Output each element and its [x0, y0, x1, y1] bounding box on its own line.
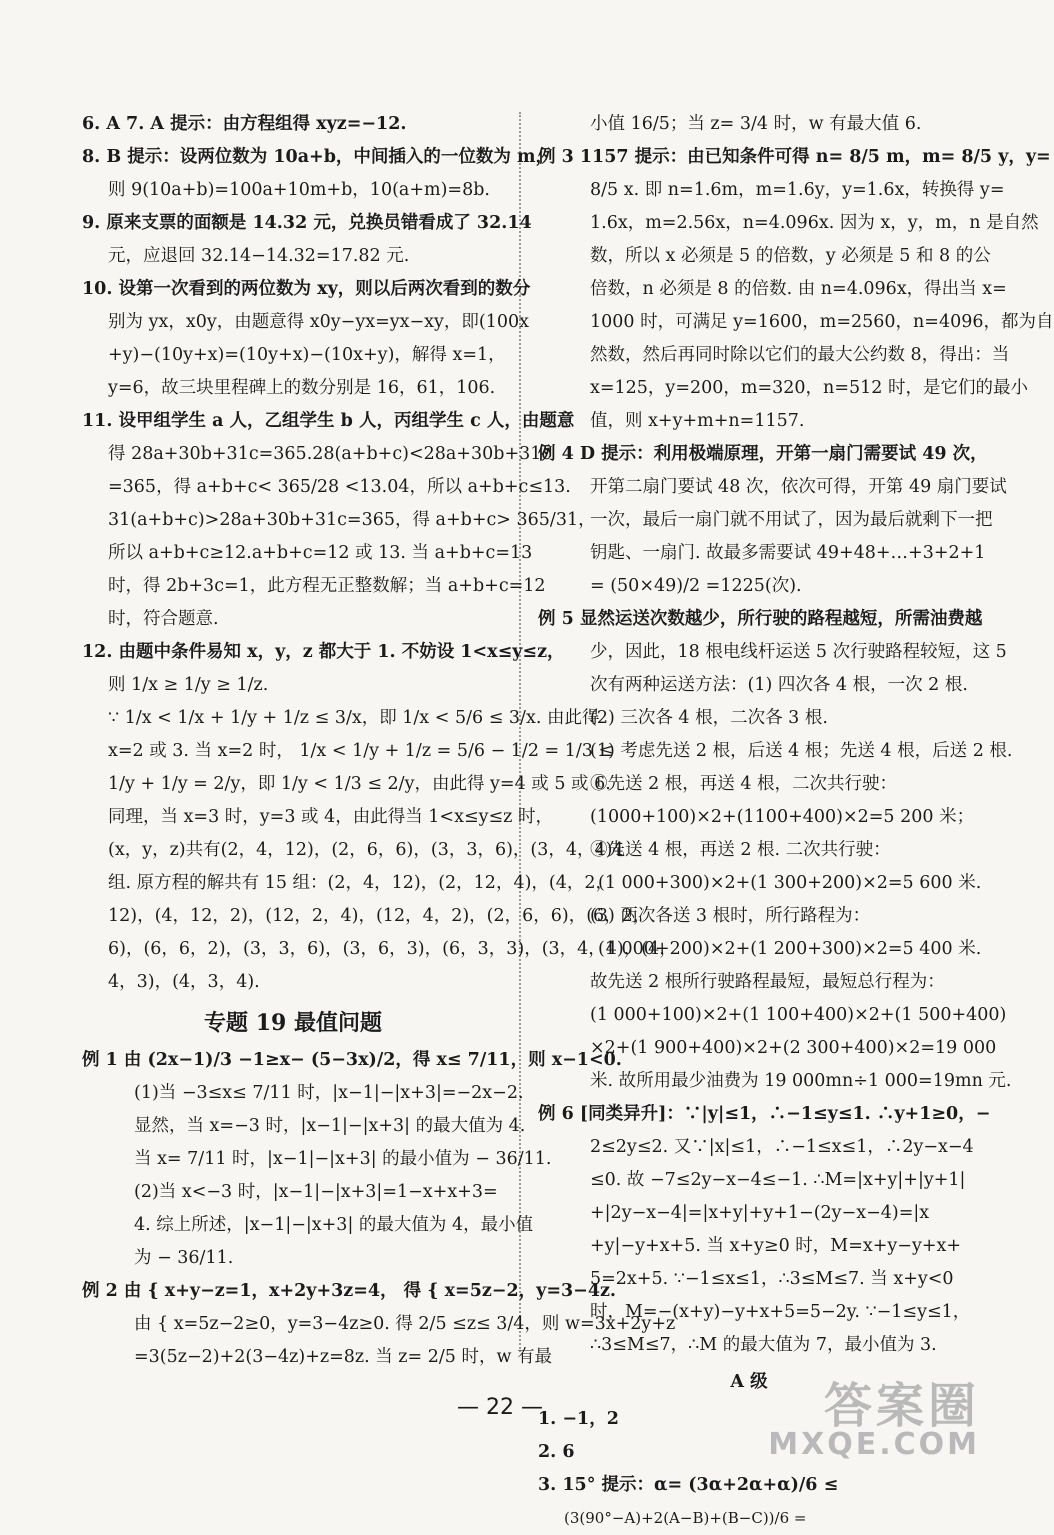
example-6: 例 6 [同类异升]：∵|y|≤1，∴−1≤y≤1. ∴y+1≥0，− — [538, 1104, 991, 1124]
answer-12-cont-1: 则 1/x ≥ 1/y ≥ 1/z. — [108, 675, 269, 695]
answer-12-cont-3: x=2 或 3. 当 x=2 时， 1/x < 1/y + 1/z = 5/6 − 1/2 = 1/3 ≤ — [108, 741, 614, 761]
answer-12-cont-2: ∵ 1/x < 1/x + 1/y + 1/z ≤ 3/x，即 1/x < 5/6 ≤ 3/x. 由此得 — [108, 708, 600, 728]
level-a-answer-2: 2. 6 — [538, 1442, 575, 1462]
answer-10-cont-3: y=6，故三块里程碑上的数分别是 16，61，106. — [108, 378, 496, 398]
example-3-cont-8: 值，则 x+y+m+n=1157. — [590, 411, 805, 431]
example-5-cont-3: (2) 三次各 4 根，二次各 3 根. — [590, 708, 828, 728]
example-3-cont-7: x=125，y=200，m=320，n=512 时，是它们的最小 — [590, 378, 1028, 398]
right-column — [538, 108, 1054, 1535]
example-3-cont-3: 数，所以 x 必须是 5 的倍数，y 必须是 5 和 8 的公 — [590, 246, 991, 266]
level-a-answer-1: 1. −1，2 — [538, 1409, 619, 1429]
answer-12-cont-5: 同理，当 x=3 时，y=3 或 4，由此得当 1<x≤y≤z 时， — [108, 807, 553, 827]
example-3-cont-2: 1.6x，m=2.56x，n=4.096x. 因为 x，y，m，n 是自然 — [590, 213, 1039, 233]
example-5-cont-11: 故先送 2 根所行驶路程最短，最短总行程为： — [590, 972, 945, 992]
left-column — [82, 108, 677, 1374]
answer-11-cont-6: 时，符合题意. — [108, 609, 219, 629]
example-4-cont-3: 钥匙、一扇门. 故最多需要试 49+48+…+3+2+1 — [590, 543, 986, 563]
example-2-cont-3: 小值 16/5；当 z= 3/4 时，w 有最大值 6. — [590, 114, 922, 134]
example-3: 例 3 1157 提示：由已知条件可得 n= 8/5 m，m= 8/5 y，y= — [538, 147, 1051, 167]
section-title: 专题 19 最值问题 — [204, 1010, 382, 1036]
example-5-cont-4: (1) 考虑先送 2 根，后送 4 根；先送 4 根，后送 2 根. — [590, 741, 1013, 761]
example-5-cont-6: (1000+100)×2+(1100+400)×2=5 200 米； — [590, 807, 975, 827]
example-3-cont-1: 8/5 x. 即 n=1.6m，m=1.6y，y=1.6x，转换得 y= — [590, 180, 1005, 200]
example-5-cont-12: (1 000+100)×2+(1 100+400)×2+(1 500+400) — [590, 1005, 1007, 1025]
example-6-cont-4: +y|−y+x+5. 当 x+y≥0 时，M=x+y−y+x+ — [590, 1236, 962, 1256]
level-a-answer-3: 3. 15° 提示：α= (3α+2α+α)/6 ≤ — [538, 1475, 839, 1495]
answer-10: 10. 设第一次看到的两位数为 xy，则以后两次看到的数分 — [82, 279, 531, 299]
example-6-cont-3: +|2y−x−4|=|x+y|+y+1−(2y−x−4)=|x — [590, 1203, 930, 1223]
example-5-cont-9: (3) 两次各送 3 根时，所行路程为： — [590, 906, 871, 926]
example-4: 例 4 D 提示：利用极端原理，开第一扇门需要试 49 次， — [538, 444, 988, 464]
example-4-cont-2: 一次，最后一扇门就不用试了，因为最后就剩下一把 — [590, 510, 993, 530]
example-6-cont-7: ∴3≤M≤7，∴M 的最大值为 7，最小值为 3. — [590, 1335, 937, 1355]
answer-12-cont-9: 6)，(6，6，2)，(3，3，6)，(3，6，3)，(6，3，3)，(3，4，4)，(4， — [108, 939, 677, 959]
example-6-cont-2: ≤0. 故 −7≤2y−x−4≤−1. ∴M=|x+y|+|y+1| — [590, 1170, 966, 1190]
answer-12-cont-6: (x，y，z)共有(2，4，12)，(2，6，6)，(3，3，6)，(3，4，4)4 — [108, 840, 624, 860]
example-5: 例 5 显然运送次数越少，所行驶的路程越短，所需油费越 — [538, 609, 983, 629]
example-5-cont-5: ①先送 2 根，再送 4 根，二次共行驶： — [590, 774, 898, 794]
example-1: 例 1 由 (2x−1)/3 −1≥x− (5−3x)/2，得 x≤ 7/11，则 x−1<0. — [82, 1050, 622, 1070]
level-a-title: A 级 — [730, 1372, 768, 1392]
example-2-cont-1: 由 { x=5z−2≥0，y=3−4z≥0. 得 2/5 ≤z≤ 3/4，则 w=3x+2y+z — [134, 1314, 676, 1334]
example-5-cont-10: (1 000+200)×2+(1 200+300)×2=5 400 米. — [598, 939, 982, 959]
example-1-cont-3: 4. 综上所述，|x−1|−|x+3| 的最大值为 4，最小值 — [134, 1215, 534, 1235]
example-3-cont-5: 1000 时，可满足 y=1600，m=2560，n=4096，都为自 — [590, 312, 1054, 332]
example-5-cont-2: 次有两种运送方法：(1) 四次各 4 根，一次 2 根. — [590, 675, 968, 695]
answer-9: 9. 原来支票的面额是 14.32 元，兑换员错看成了 32.14 — [82, 213, 532, 233]
example-5-cont-7: ②先送 4 根，再送 2 根. 二次共行驶： — [590, 840, 891, 860]
watermark-url: MXQE.COM — [768, 1427, 980, 1462]
example-5-cont-1: 少，因此，18 根电线杆运送 5 次行驶路程较短，这 5 — [590, 642, 1007, 662]
answer-9-cont: 元，应退回 32.14−14.32=17.82 元. — [108, 246, 410, 266]
answer-10-cont-1: 别为 yx，x0y，由题意得 x0y−yx=yx−xy，即(100x — [108, 312, 530, 332]
answer-6-7: 6. A 7. A 提示：由方程组得 xyz=−12. — [82, 114, 407, 134]
example-1-cont-1: 显然，当 x=−3 时，|x−1|−|x+3| 的最大值为 4. — [134, 1116, 526, 1136]
example-3-cont-6: 然数，然后再同时除以它们的最大公约数 8，得出：当 — [590, 345, 1010, 365]
example-6-cont-5: 5=2x+5. ∵−1≤x≤1，∴3≤M≤7. 当 x+y<0 — [590, 1269, 954, 1289]
example-1-cont-2: 当 x= 7/11 时，|x−1|−|x+3| 的最小值为 − 36/11. — [134, 1149, 552, 1169]
answer-12-cont-4: 1/y + 1/y = 2/y，即 1/y < 1/3 ≤ 2/y，由此得 y=4 或 5 或 6. — [108, 774, 611, 794]
answer-11-cont-5: 时，得 2b+3c=1，此方程无正整数解；当 a+b+c=12 — [108, 576, 546, 596]
example-3-cont-4: 倍数，n 必须是 8 的倍数. 由 n=4.096x，得出当 x= — [590, 279, 1007, 299]
answer-8: 8. B 提示：设两位数为 10a+b，中间插入的一位数为 m， — [82, 147, 554, 167]
example-4-cont-4: = (50×49)/2 =1225(次). — [590, 576, 802, 596]
answer-12: 12. 由题中条件易知 x，y，z 都大于 1. 不妨设 1<x≤y≤z， — [82, 642, 565, 662]
answer-11-cont-4: 所以 a+b+c≥12.a+b+c=12 或 13. 当 a+b+c=13 — [108, 543, 533, 563]
answer-12-cont-10: 4，3)，(4，3，4). — [108, 972, 260, 992]
page-number: — 22 — — [457, 1395, 543, 1420]
answer-11-cont-2: =365，得 a+b+c< 365/28 <13.04，所以 a+b+c≤13. — [108, 477, 571, 497]
answer-11-cont-1: 得 28a+30b+31c=365.28(a+b+c)<28a+30b+31c — [108, 444, 552, 464]
watermark-logo-text: 答案圈 — [823, 1378, 980, 1434]
answer-10-cont-2: +y)−(10y+x)=(10y+x)−(10x+y)，解得 x=1， — [108, 345, 506, 365]
answer-11-cont-3: 31(a+b+c)>28a+30b+31c=365，得 a+b+c> 365/31， — [108, 510, 596, 530]
answer-12-cont-7: 组. 原方程的解共有 15 组：(2，4，12)，(2，12，4)，(4，2， — [108, 873, 613, 893]
answer-12-cont-8: 12)，(4，12，2)，(12，2，4)，(12，4，2)，(2，6，6)，(6，2， — [108, 906, 651, 926]
example-4-cont-1: 开第二扇门要试 48 次，依次可得，开第 49 扇门要试 — [590, 477, 1007, 497]
example-1-part-2: (2)当 x<−3 时，|x−1|−|x+3|=1−x+x+3= — [134, 1182, 498, 1202]
level-a-answer-3-cont: (3(90°−A)+2(A−B)+(B−C))/6 = — [564, 1509, 807, 1527]
example-6-cont-1: 2≤2y≤2. 又∵|x|≤1，∴−1≤x≤1，∴2y−x−4 — [590, 1137, 974, 1157]
example-2-cont-2: =3(5z−2)+2(3−4z)+z=8z. 当 z= 2/5 时，w 有最 — [134, 1347, 553, 1367]
answer-8-cont: 则 9(10a+b)=100a+10m+b，10(a+m)=8b. — [108, 180, 490, 200]
example-6-cont-6: 时，M=−(x+y)−y+x+5=5−2y. ∵−1≤y≤1， — [590, 1302, 971, 1322]
example-5-cont-14: 米. 故所用最少油费为 19 000mn÷1 000=19mn 元. — [590, 1071, 1012, 1091]
answer-11: 11. 设甲组学生 a 人，乙组学生 b 人，丙组学生 c 人，由题意 — [82, 411, 575, 431]
example-1-part-1: (1)当 −3≤x≤ 7/11 时，|x−1|−|x+3|=−2x−2. — [134, 1083, 524, 1103]
example-5-cont-13: ×2+(1 900+400)×2+(2 300+400)×2=19 000 — [590, 1038, 997, 1058]
example-2: 例 2 由 { x+y−z=1，x+2y+3z=4， 得 { x=5z−2，y=3−4z. — [82, 1281, 617, 1301]
site-watermark — [768, 1378, 980, 1462]
example-5-cont-8: (1 000+300)×2+(1 300+200)×2=5 600 米. — [598, 873, 982, 893]
example-1-cont-4: 为 − 36/11. — [134, 1248, 234, 1268]
